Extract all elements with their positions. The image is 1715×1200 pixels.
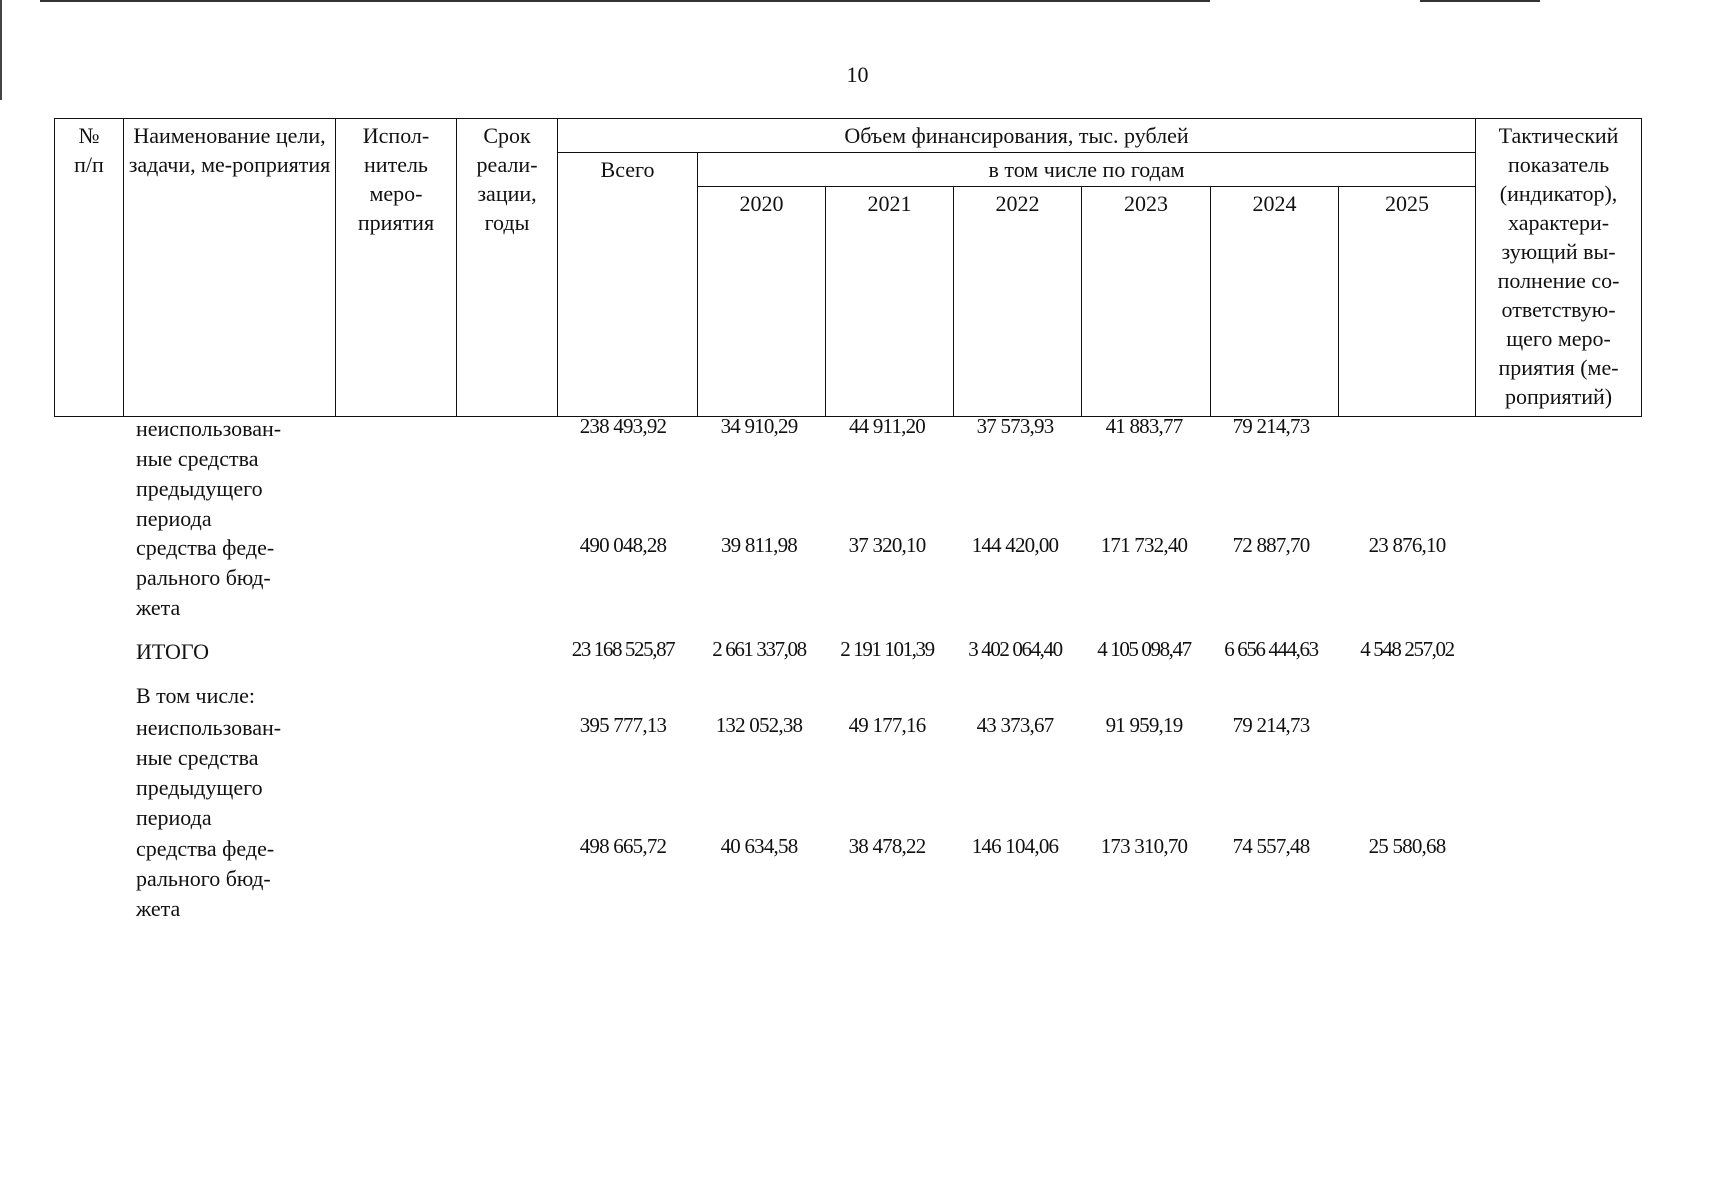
cell-2020: 2 661 337,08 [712,637,806,661]
cell-2022: 146 104,06 [971,834,1059,858]
cell-2024: 79 214,73 [1232,414,1310,438]
header-year: 2022 [954,187,1082,417]
cell-2021: 44 911,20 [848,414,926,438]
row-label-including: В том числе: [136,683,255,708]
header-year: 2023 [1082,187,1211,417]
cell-2025: 25 580,68 [1368,834,1446,858]
cell-2023: 91 959,19 [1105,713,1183,737]
cell-total: 498 665,72 [579,834,667,858]
header-year: 2024 [1211,187,1339,417]
cell-2023: 41 883,77 [1105,414,1183,438]
header-indicator: Тактический показатель (индикатор), характери-зующий вы-полнение со-ответствую-щего меро-приятия (ме-роприятий) [1476,119,1642,417]
cell-2024: 6 656 444,63 [1224,637,1318,661]
header-year: 2020 [698,187,826,417]
cell-2024: 74 557,48 [1232,834,1310,858]
cell-total: 490 048,28 [579,533,667,557]
cell-2021: 38 478,22 [848,834,926,858]
cell-2021: 2 191 101,39 [840,637,934,661]
header-by-years: в том числе по годам [698,153,1476,187]
cell-2025: 4 548 257,02 [1360,637,1454,661]
cell-2020: 132 052,38 [715,713,803,737]
cell-2023: 173 310,70 [1100,834,1188,858]
header-year: 2021 [826,187,954,417]
row-label-total: ИТОГО [136,639,209,664]
header-num: № п/п [55,119,124,417]
header-year: 2025 [1339,187,1476,417]
cell-2022: 37 573,93 [976,414,1054,438]
table-row [0,834,1480,864]
page-number: 10 [846,62,869,87]
table-row [0,414,1480,444]
cell-2020: 40 634,58 [720,834,798,858]
cell-2025: 23 876,10 [1368,533,1446,557]
header-total: Всего [558,153,698,417]
table-row [0,637,1480,667]
cell-2024: 79 214,73 [1232,713,1310,737]
row-label: средства феде- рального бюд- жета [136,836,275,921]
header-funding: Объем финансирования, тыс. рублей [558,119,1476,153]
row-label: средства феде- рального бюд- жета [136,535,275,620]
cell-total: 238 493,92 [579,414,667,438]
cell-2020: 34 910,29 [720,414,798,438]
table-row [0,713,1480,743]
cell-total: 395 777,13 [579,713,667,737]
cell-2024: 72 887,70 [1232,533,1310,557]
table-row [0,533,1480,563]
header-term: Срок реали-зации, годы [457,119,558,417]
cell-2023: 171 732,40 [1100,533,1188,557]
header-name: Наименование цели, задачи, ме-роприятия [124,119,336,417]
cell-2020: 39 811,98 [720,533,798,557]
cell-2022: 3 402 064,40 [968,637,1062,661]
row-label: неиспользован- ные средства предыдущего периода [136,416,282,531]
cell-2023: 4 105 098,47 [1097,637,1191,661]
cell-2021: 49 177,16 [848,713,926,737]
header-executor: Испол-нитель меро-приятия [336,119,457,417]
cell-2022: 43 373,67 [976,713,1054,737]
cell-2021: 37 320,10 [848,533,926,557]
row-label: неиспользован- ные средства предыдущего периода [136,715,282,830]
cell-total: 23 168 525,87 [571,637,675,661]
cell-2022: 144 420,00 [971,533,1059,557]
